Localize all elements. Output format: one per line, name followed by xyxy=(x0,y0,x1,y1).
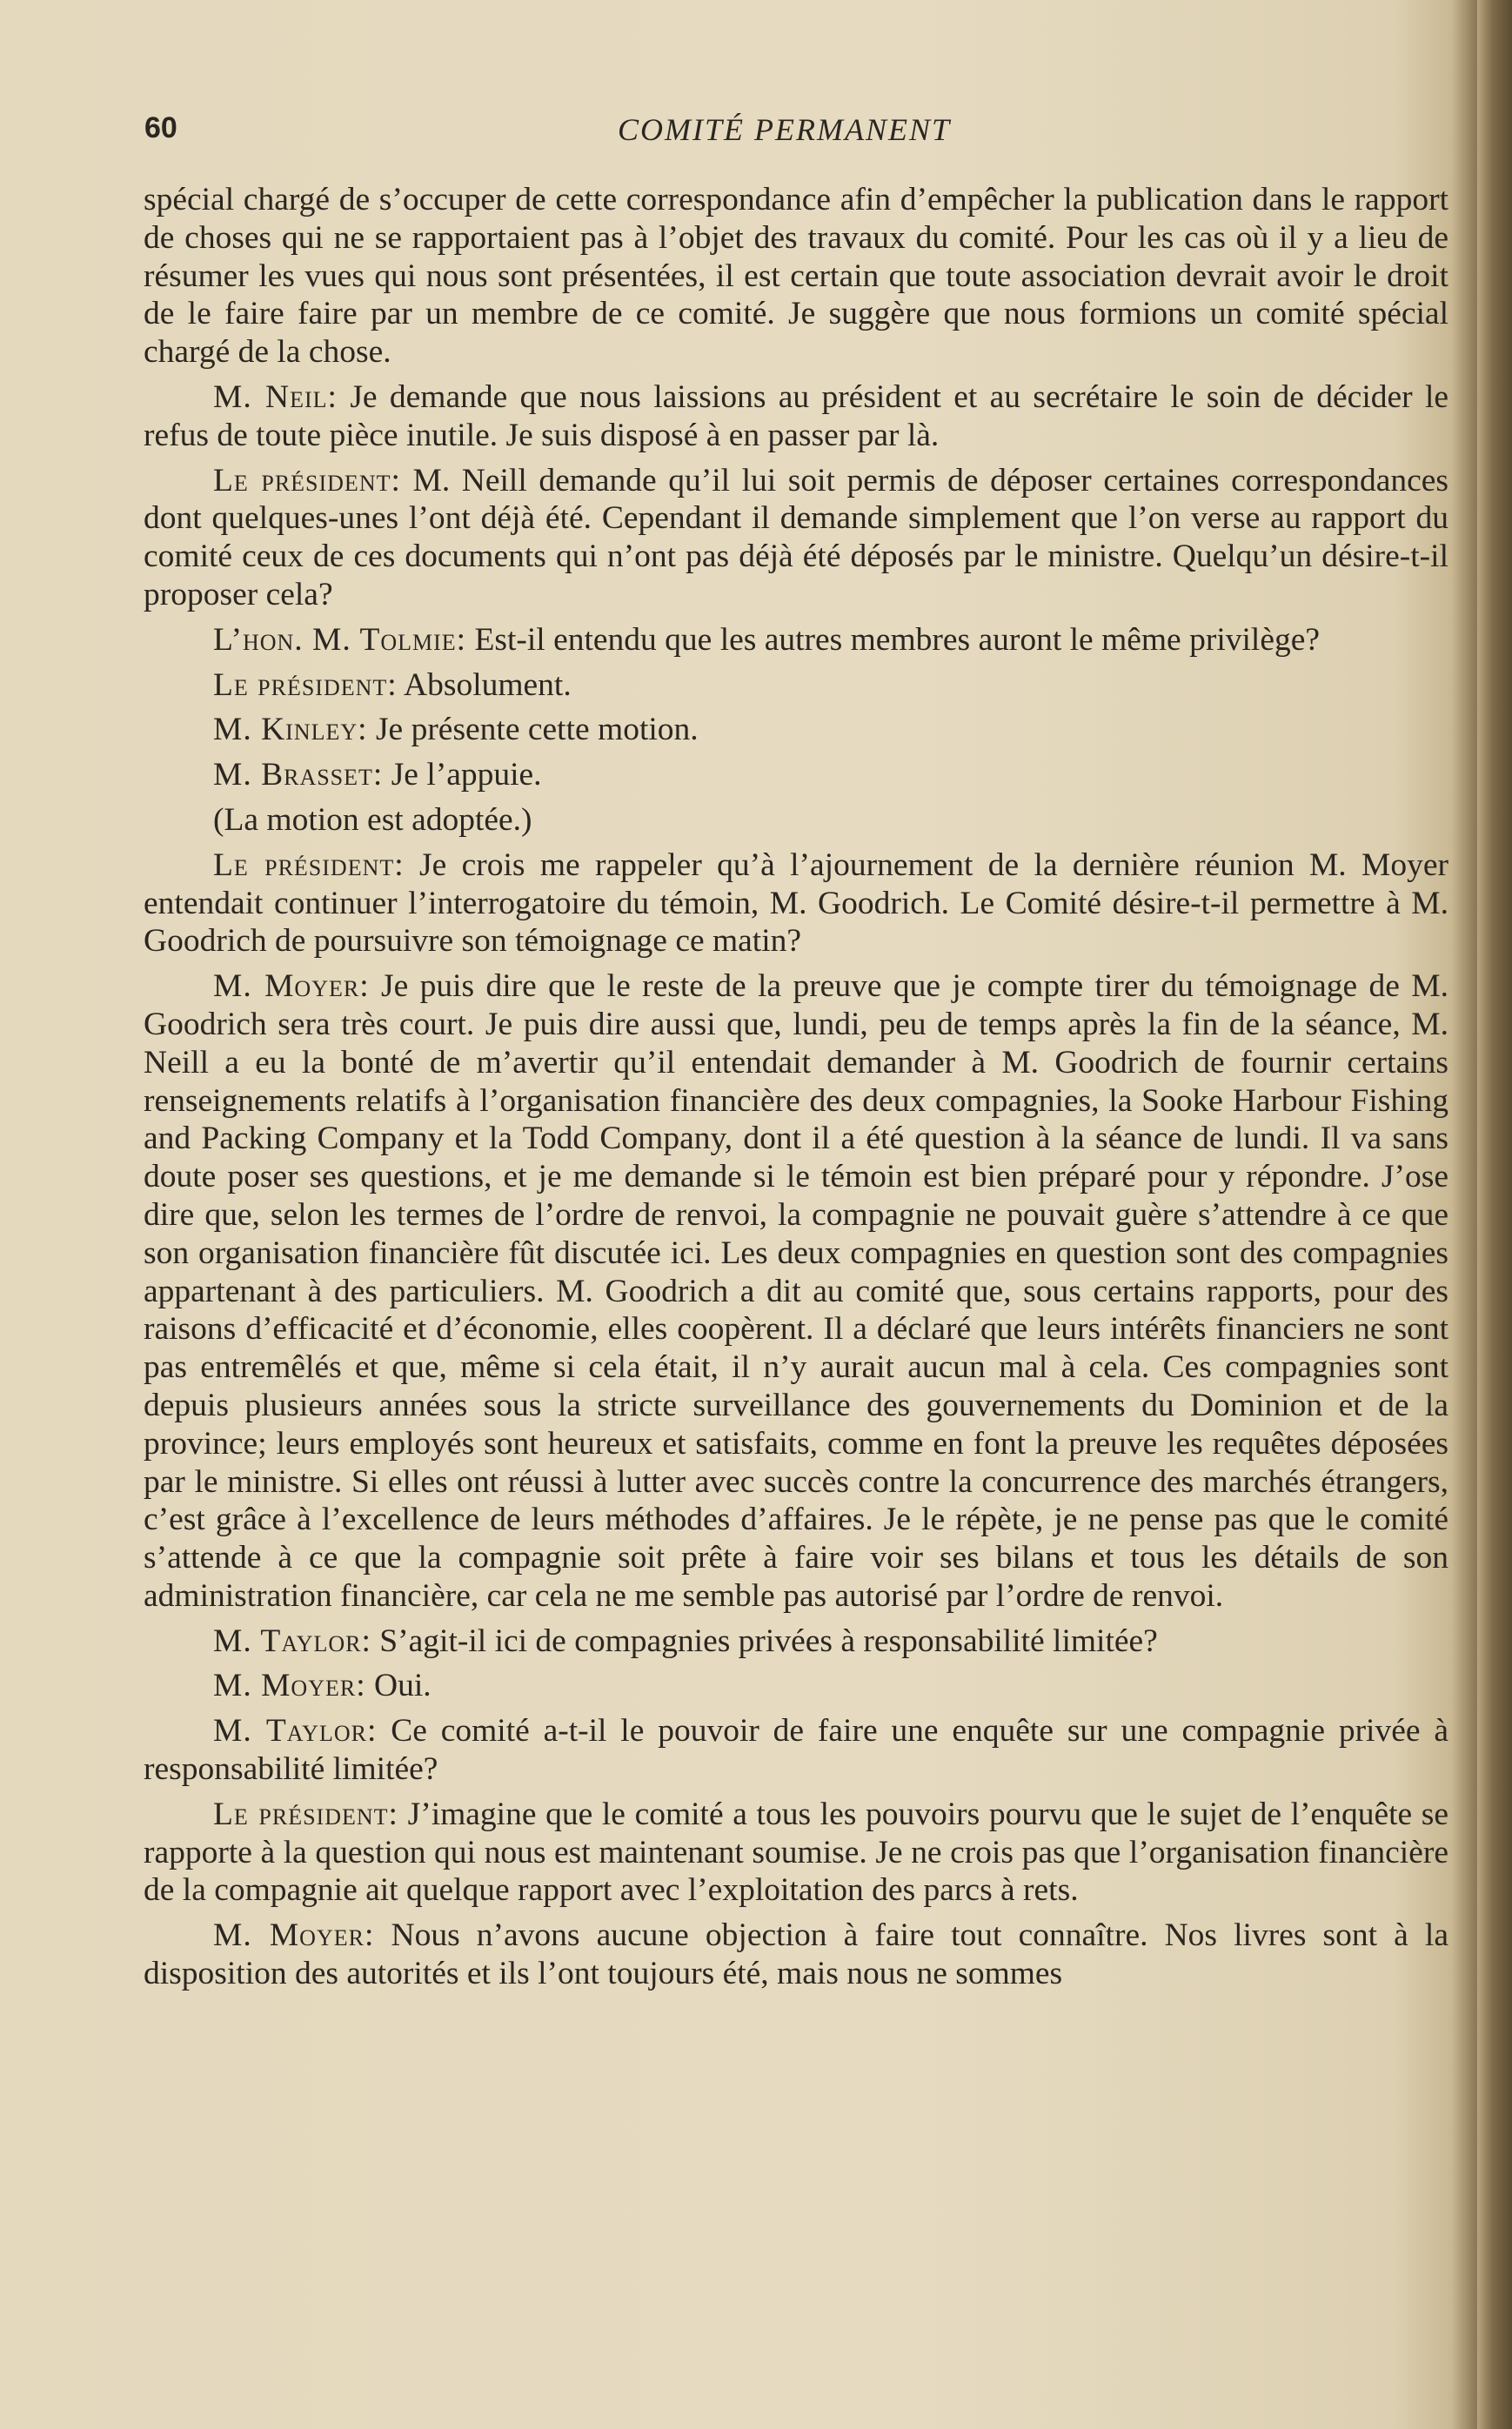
paragraph xyxy=(144,846,1448,960)
running-title: COMITÉ PERMANENT xyxy=(618,112,951,147)
speaker-name: M. Brasset: xyxy=(213,757,384,793)
speaker-name: M. Moyer: xyxy=(213,968,370,1005)
paragraph xyxy=(144,756,1448,794)
speaker-name: M. Moyer: xyxy=(213,1917,375,1954)
paragraph-text: spécial chargé de s’occuper de cette correspondance afin d’empêcher la publication dans le rapport de choses qui ne se rapportaient pas à l’objet des travaux du comité. Pour les cas où il y a lieu de résumer les vues qui nous sont présentées, il est certain que toute association devrait avoir le droit de le faire faire par un membre de ce comité. Je suggère que nous formions un comité spécial chargé de la chose. xyxy=(144,182,1448,371)
paragraph xyxy=(144,1712,1448,1789)
paragraph xyxy=(144,181,1448,371)
speaker-name: M. Taylor: xyxy=(213,1623,371,1659)
paragraph xyxy=(144,378,1448,455)
paragraph xyxy=(144,621,1448,659)
paragraph-text: Ce comité a-t-il le pouvoir de faire une enquête sur une compagnie privée à responsabilité limitée? xyxy=(144,1713,1448,1788)
paragraph xyxy=(144,666,1448,705)
paragraph-text: J’imagine que le comité a tous les pouvoirs pourvu que le sujet de l’enquête se rapporte à la question qui nous est maintenant soumise. Je ne crois pas que l’organisation financière de la compagnie ait quelque rapport avec l’exploitation des parcs à rets. xyxy=(144,1796,1449,1909)
speaker-name: M. Kinley: xyxy=(213,712,368,748)
paragraph xyxy=(144,967,1448,1616)
speaker-name: Le président: xyxy=(213,666,398,703)
speaker-name: Le président: xyxy=(213,462,401,499)
paragraph-text: Je crois me rappeler qu’à l’ajournement de la dernière réunion M. Moyer entendait continuer l’interrogatoire du témoin, M. Goodrich. Le Comité désire-t-il permettre à M. Goodrich de poursuivre son témoignage ce matin? xyxy=(144,846,1448,960)
paragraph-text: Est-il entendu que les autres membres auront le même privilège? xyxy=(474,621,1321,658)
paragraph xyxy=(144,1796,1448,1910)
paragraph-text: (La motion est adoptée.) xyxy=(213,801,532,838)
procedural-note xyxy=(144,801,1448,840)
paragraph-text: Je puis dire que le reste de la preuve que je compte tirer du témoignage de M. Goodrich sera très court. Je puis dire aussi que, lundi, peu de temps après la fin de la séance, M. Neill a eu la bonté de m’avertir qu’il entendait demander à M. Goodrich de fournir certains renseignements relatifs à l’organisation financière des deux compagnies, la Sooke Harbour Fishing and Packing Company et la Todd Company, dont il a été question à la séance de lundi. Il va sans doute poser ses questions, et je me demande si le témoin est bien préparé pour y répondre. J’ose dire que, selon les termes de l’ordre de renvoi, la compagnie ne pouvait guère s’attendre à ce que son organisation financière fût discutée ici. Les deux compagnies en question sont des compagnies appartenant à des particuliers. M. Goodrich a dit au comité que, sous certains rapports, pour des raisons d’efficacité et d’économie, elles coopèrent. Il a déclaré que leurs intérêts financiers ne sont pas entremêlés et que, même si cela était, il n’y aurait aucun mal à cela. Ces compagnies sont depuis plusieurs années sous la stricte surveillance des gouvernements du Dominion et de la province; leurs employés sont heureux et satisfaits, comme en font la preuve les requêtes déposées par le ministre. Si elles ont réussi à lutter avec succès contre la concurrence des marchés étrangers, c’est grâce à l’excellence de leurs méthodes d’affaires. Je le répète, je ne pense pas que le comité s’attende à ce que la compagnie soit prête à faire voir ses bilans et tous les détails de son administration financière, car cela ne me semble pas autorisé par l’ordre de renvoi. xyxy=(144,968,1448,1614)
paragraph xyxy=(144,1623,1448,1661)
page-header xyxy=(139,111,1444,155)
book-spine-edge xyxy=(1477,0,1512,2429)
speaker-name: Le président: xyxy=(213,846,405,883)
page-number: 60 xyxy=(144,111,177,144)
transcript-body xyxy=(144,181,1448,2000)
paragraph-text: Je demande que nous laissions au président et au secrétaire le soin de décider le refus de toute pièce inutile. Je suis disposé à en passer par là. xyxy=(144,378,1449,453)
paragraph-text: Absolument. xyxy=(404,666,572,703)
paragraph-text: Nous n’avons aucune objection à faire tout connaître. Nos livres sont à la disposition des autorités et ils l’ont toujours été, mais nous ne sommes xyxy=(144,1917,1448,1992)
paragraph xyxy=(144,711,1448,749)
paragraph-text: Je l’appuie. xyxy=(391,757,542,793)
speaker-name: M. Taylor: xyxy=(213,1713,378,1750)
paragraph-text: Je présente cette motion. xyxy=(375,712,699,748)
paragraph xyxy=(144,462,1448,614)
paragraph xyxy=(144,1667,1448,1705)
speaker-name: M. Moyer: xyxy=(213,1668,366,1704)
speaker-name: M. Neil: xyxy=(213,378,338,415)
paragraph-text: M. Neill demande qu’il lui soit permis de déposer certaines correspondances dont quelques-unes l’ont déjà été. Cependant il demande simplement que l’on verse au rapport du comité ceux de ces documents qui n’ont pas déjà été déposés par le ministre. Quelqu’un désire-t-il proposer cela? xyxy=(144,462,1449,612)
paragraph-text: Oui. xyxy=(374,1668,432,1704)
speaker-name: Le président: xyxy=(213,1796,398,1832)
speaker-name: L’hon. M. Tolmie: xyxy=(213,621,467,658)
paragraph xyxy=(144,1917,1448,1993)
paragraph-text: S’agit-il ici de compagnies privées à responsabilité limitée? xyxy=(379,1623,1158,1659)
